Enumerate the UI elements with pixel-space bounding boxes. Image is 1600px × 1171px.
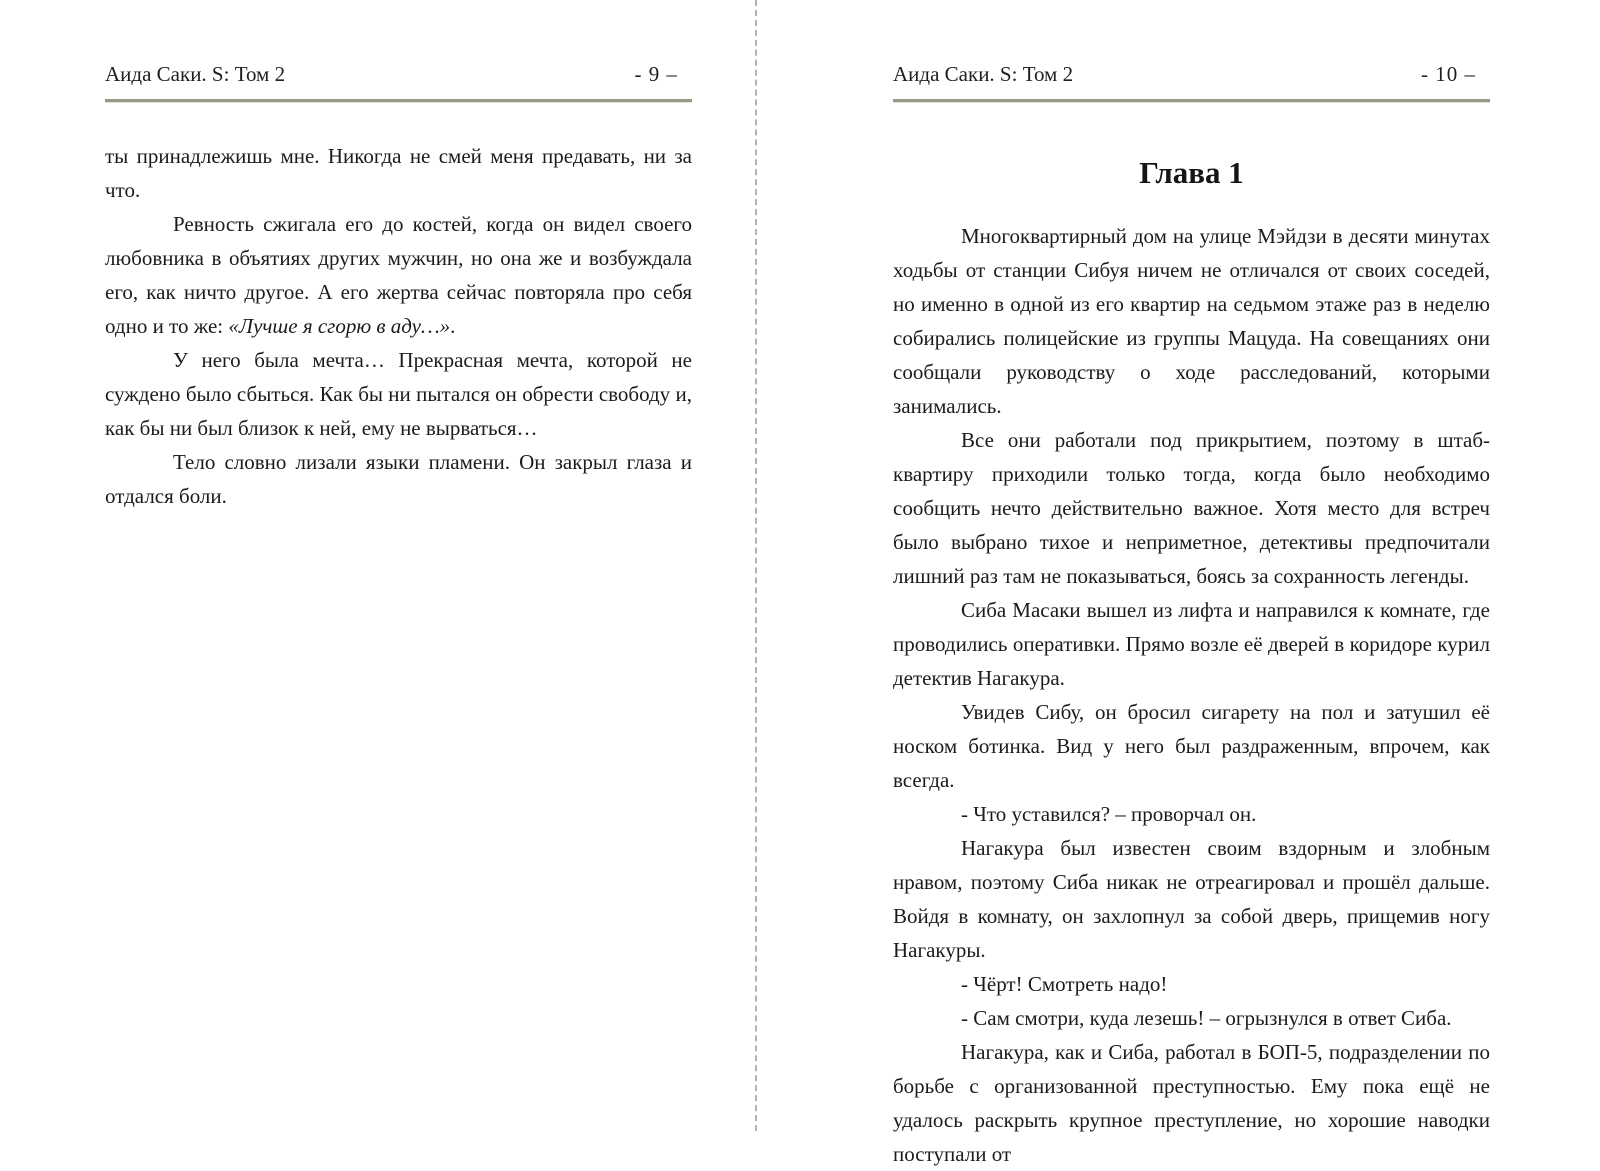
page-right-header (893, 0, 1490, 87)
body-text: У него была мечта… Прекрасная мечта, которой не суждено было сбыться. Как бы ни пытался он обрести свободу и, как бы ни был близок к ней, ему не вырваться… (105, 348, 692, 440)
paragraph (105, 139, 692, 207)
paragraph (893, 423, 1490, 593)
body-text: - Чёрт! Смотреть надо! (961, 972, 1168, 996)
page-divider-dashed-line (755, 0, 757, 1131)
body-text: Нагакура, как и Сиба, работал в БОП-5, подразделении по борьбе с организованной преступностью. Ему пока ещё не удалось раскрыть крупное преступление, но хорошие наводки поступали от (893, 1040, 1490, 1166)
page-left-header (105, 0, 692, 87)
running-title: Аида Саки. S: Том 2 (893, 62, 1074, 86)
page-number: - 10 – (1421, 62, 1476, 86)
page-left-body (105, 139, 692, 513)
body-text: Увидев Сибу, он бросил сигарету на пол и затушил её носком ботинка. Вид у него был раздраженным, впрочем, как всегда. (893, 700, 1490, 792)
body-text: ты принадлежишь мне. Никогда не смей меня предавать, ни за что. (105, 144, 692, 202)
body-text: . (450, 314, 456, 338)
paragraph (105, 343, 692, 445)
header-rule (893, 99, 1490, 103)
italic-quote-text: «Лучше я сгорю в аду…» (228, 314, 451, 338)
body-text: Тело словно лизали языки пламени. Он закрыл глаза и отдался боли. (105, 450, 692, 508)
body-text: - Что уставился? – проворчал он. (961, 802, 1257, 826)
body-text: Все они работали под прикрытием, поэтому в штаб-квартиру приходили только тогда, когда было необходимо сообщить нечто действительно важное. Хотя место для встреч было выбрано тихое и неприметное, детективы предпочитали лишний раз там не показываться, боясь за сохранность легенды. (893, 428, 1490, 588)
paragraph (893, 1035, 1490, 1171)
page-left (105, 0, 692, 1131)
paragraph (893, 967, 1490, 1001)
page-right (893, 0, 1490, 1166)
paragraph (893, 831, 1490, 967)
header-rule (105, 99, 692, 103)
paragraph (105, 445, 692, 513)
chapter-title: Глава 1 (1139, 155, 1244, 190)
body-text: Ревность сжигала его до костей, когда он видел своего любовника в объятиях других мужчин, но она же и возбуждала его, как ничто другое. А его жертва сейчас повторяла про себя одно и то же: (105, 212, 692, 338)
paragraph (893, 593, 1490, 695)
body-text: Многоквартирный дом на улице Мэйдзи в десяти минутах ходьбы от станции Сибуя ничем не отличался от своих соседей, но именно в одной из его квартир на седьмом этаже раз в неделю собирались полицейские из группы Мацуда. На совещаниях они сообщали руководству о ходе расследований, которыми занимались. (893, 224, 1490, 418)
paragraph (105, 207, 692, 343)
body-text: Нагакура был известен своим вздорным и злобным нравом, поэтому Сиба никак не отреагировал и прошёл дальше. Войдя в комнату, он захлопнул за собой дверь, прищемив ногу Нагакуры. (893, 836, 1490, 962)
body-text: Сиба Масаки вышел из лифта и направился к комнате, где проводились оперативки. Прямо возле её дверей в коридоре курил детектив Нагакура. (893, 598, 1490, 690)
paragraph (893, 219, 1490, 423)
page-number: - 9 – (634, 62, 678, 86)
paragraph (893, 695, 1490, 797)
paragraph (893, 1001, 1490, 1035)
running-title: Аида Саки. S: Том 2 (105, 62, 286, 86)
page-right-body (893, 219, 1490, 1171)
paragraph (893, 797, 1490, 831)
body-text: - Сам смотри, куда лезешь! – огрызнулся в ответ Сиба. (961, 1006, 1452, 1030)
